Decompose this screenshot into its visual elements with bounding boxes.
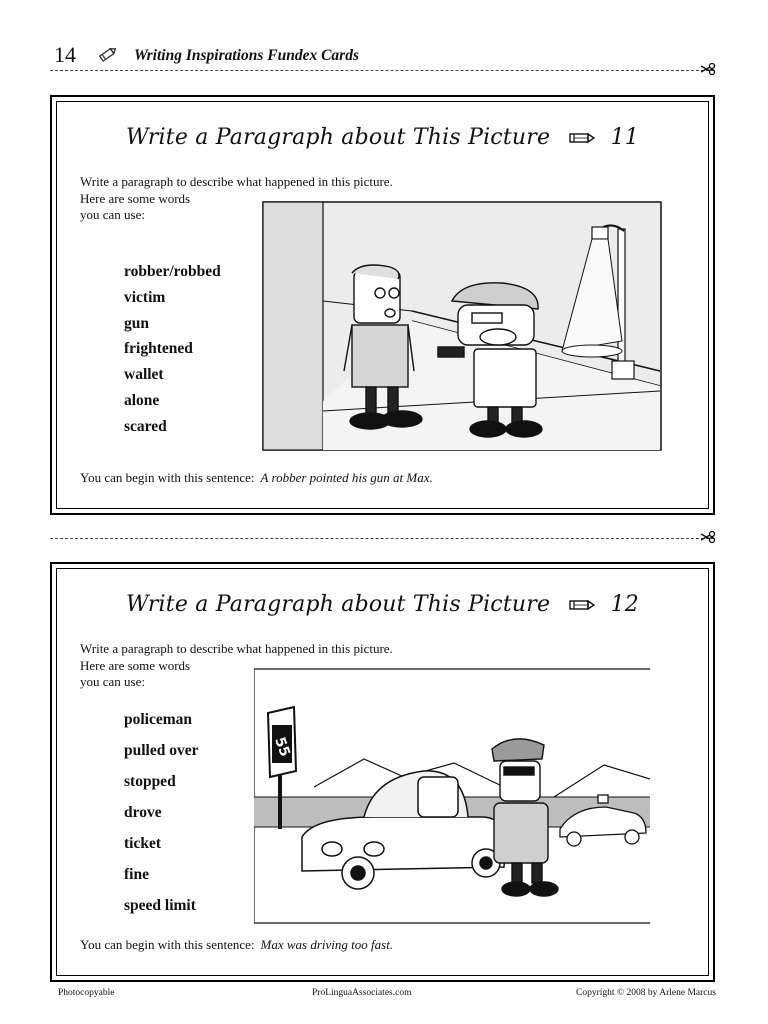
instruction-line: Here are some words — [80, 191, 191, 206]
word-item: wallet — [124, 366, 164, 384]
pencil-icon — [569, 131, 595, 145]
instruction-line: Write a paragraph to describe what happened in this picture. — [80, 641, 393, 656]
word-item: frightened — [124, 340, 193, 358]
pencil-icon — [98, 46, 118, 62]
word-item: gun — [124, 314, 149, 332]
word-list — [124, 259, 221, 440]
scissors-icon — [700, 530, 716, 544]
instruction-line: you can use: — [80, 674, 145, 689]
word-item: stopped — [124, 773, 176, 790]
footer-center: ProLinguaAssociates.com — [312, 988, 412, 998]
begin-sentence — [80, 937, 393, 953]
card-title-text: Write a Paragraph about This Picture — [126, 125, 551, 150]
begin-label: You can begin with this sentence: — [80, 937, 255, 952]
scissors-icon — [700, 62, 716, 76]
page-number: 14 — [54, 42, 76, 67]
word-item: pulled over — [124, 742, 199, 759]
pencil-icon — [569, 598, 595, 612]
word-item: fine — [124, 866, 149, 883]
card-title-text: Write a Paragraph about This Picture — [126, 592, 551, 617]
word-item: speed limit — [124, 897, 196, 914]
card-11 — [50, 95, 715, 515]
begin-sentence — [80, 470, 433, 486]
word-item: victim — [124, 288, 166, 306]
card-12 — [50, 562, 715, 982]
word-item: robber/robbed — [124, 263, 221, 280]
header-title: Writing Inspirations Fundex Cards — [134, 47, 359, 64]
cut-line-top — [50, 70, 714, 71]
word-item: alone — [124, 391, 160, 409]
card-title — [52, 592, 713, 617]
traffic-stop-illustration — [254, 667, 650, 925]
word-item: ticket — [124, 835, 162, 852]
footer-right: Copyright © 2008 by Arlene Marcus — [576, 988, 716, 998]
word-item: policeman — [124, 711, 193, 728]
footer-left: Photocopyable — [58, 988, 115, 998]
cut-line-middle — [50, 538, 714, 539]
instruction-line: you can use: — [80, 207, 145, 222]
word-list — [124, 704, 199, 921]
begin-sentence-text: Max was driving too fast. — [260, 937, 394, 952]
speed-limit-sign-text: 55 — [271, 735, 293, 759]
card-title — [52, 125, 713, 150]
robbery-illustration — [262, 201, 662, 451]
card-number: 11 — [610, 125, 639, 150]
instruction-line: Write a paragraph to describe what happened in this picture. — [80, 174, 393, 189]
word-item: drove — [124, 804, 162, 821]
begin-sentence-text: A robber pointed his gun at Max. — [260, 470, 433, 485]
instruction-line: Here are some words — [80, 658, 191, 673]
page-header — [52, 40, 720, 72]
word-item: scared — [124, 417, 167, 435]
card-number: 12 — [610, 592, 639, 617]
begin-label: You can begin with this sentence: — [80, 470, 255, 485]
